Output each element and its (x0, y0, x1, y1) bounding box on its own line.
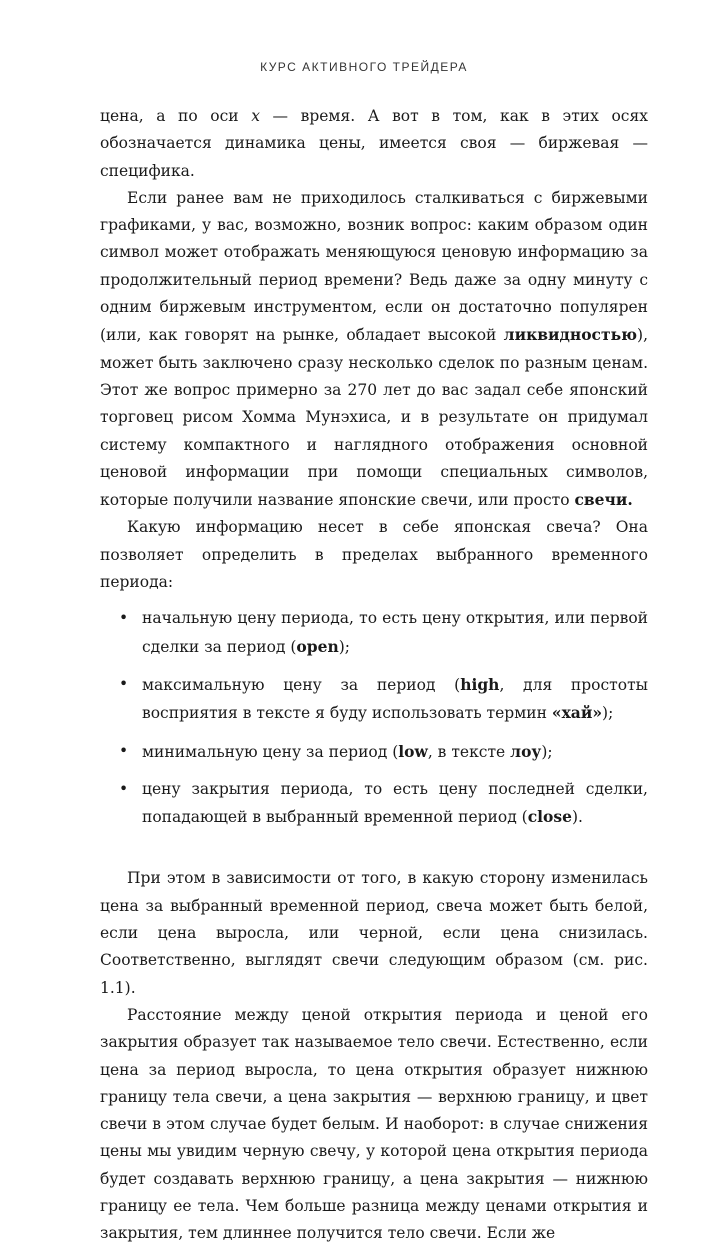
bullet-icon: • (119, 741, 129, 760)
body-text (100, 103, 648, 1248)
bullet-icon: • (119, 609, 129, 628)
list-item: • максимальную цену за период (high, для простоты восприятия в тексте я буду использовать термин «хай»); (100, 671, 648, 728)
term-liquidity: ликвидностью (503, 325, 638, 345)
bullet-icon: • (119, 779, 129, 798)
list-item: • минимальную цену за период (low, в тексте лоу); (100, 738, 648, 766)
section-gap (100, 841, 648, 865)
list-item: • цену закрытия периода, то есть цену последней сделки, попадающей в выбранный временной период (close). (100, 776, 648, 832)
paragraph-3: Какую информацию несет в себе японская свеча? Она позволяет определить в пределах выбранного временного периода: (100, 518, 648, 592)
candle-info-list (100, 605, 648, 831)
term-candles: свечи. (574, 490, 633, 510)
paragraph-4: При этом в зависимости от того, в какую сторону изменилась цена за выбранный временной период, свеча может быть белой, если цена выросла, или черной, если цена снизилась. Соответственно, выглядят свечи следующим образом (см. рис. 1.1). (100, 869, 648, 997)
bullet-icon: • (119, 674, 129, 693)
running-header: КУРС АКТИВНОГО ТРЕЙДЕРА (260, 60, 468, 74)
paragraph-5: Расстояние между ценой открытия периода и ценой его закрытия образует так называемое тело свечи. Естественно, если цена за период выросла, то цена открытия образует нижнюю границу тела свечи, а цена закрытия — верхнюю границу, и цвет свечи в этом случае будет белым. И наоборот: в случае снижения цены мы увидим черную свечу, у которой цена открытия периода будет создавать верхнюю границу, а цена закрытия — нижнюю границу ее тела. Чем больше разница между ценами открытия и закрытия, тем длиннее получится тело свечи. Если же (100, 1005, 648, 1243)
paragraph-1: цена, а по оси x — время. А вот в том, как в этих осях обозначается динамика цены, имеется своя — биржевая — специфика. (100, 107, 648, 180)
list-item: • начальную цену периода, то есть цену открытия, или первой сделки за период (open); (100, 605, 648, 661)
paragraph-2: Если ранее вам не приходилось сталкиваться с биржевыми графиками, у вас, возможно, возник вопрос: каким образом один символ может отображать меняющуюся ценовую информацию за продолжительный период времени? Ведь даже за одну минуту с одним биржевым инструментом, если он достаточно популярен (или, как говорят на рынке, обладает высокой ликвидностью), может быть заключено сразу несколько сделок по разным ценам. Этот же вопрос примерно за 270 лет до вас задал себе японский торговец рисом Хомма Мунэхиса, и в результате он придумал систему компактного и наглядного отображения основной ценовой информации при помощи специальных символов, которые получили название японские свечи, или просто свечи. (100, 188, 648, 510)
